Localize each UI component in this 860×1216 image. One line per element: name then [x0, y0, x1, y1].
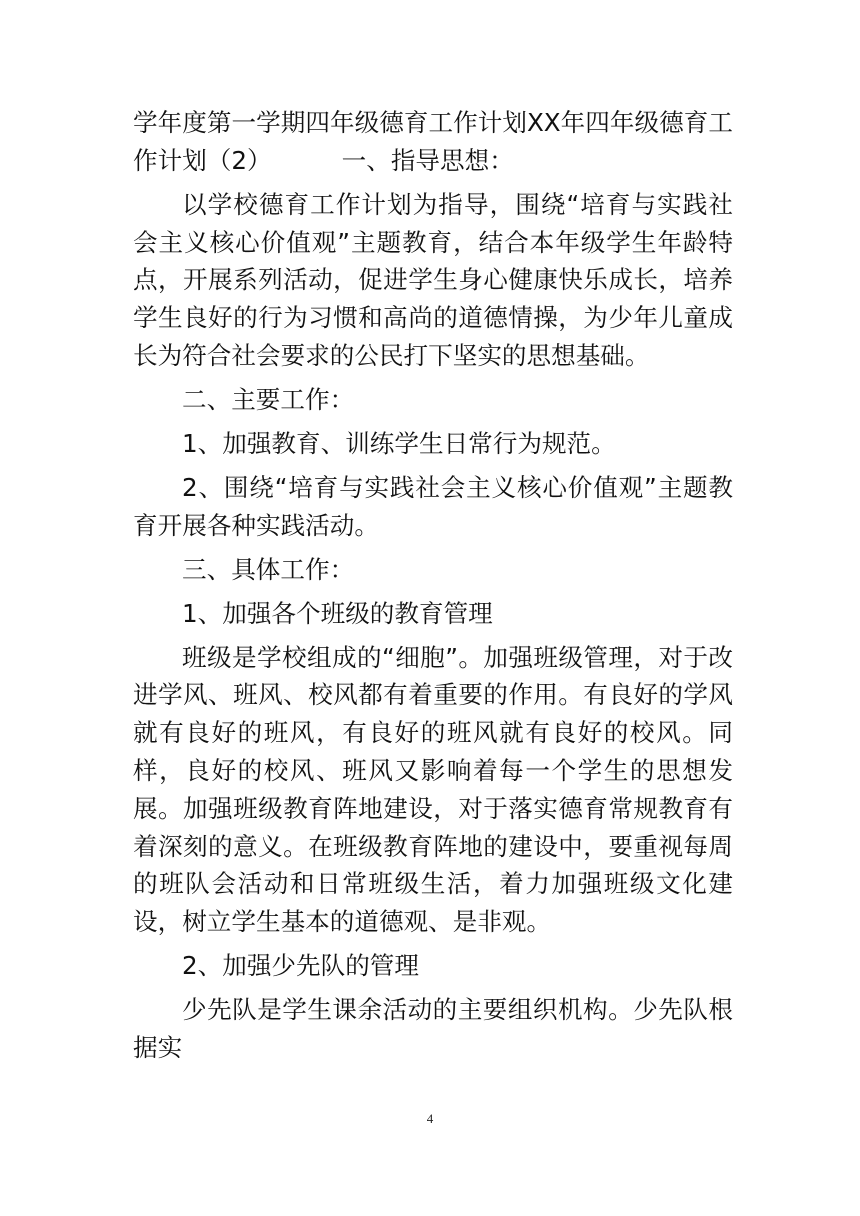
document-heading — [133, 104, 733, 180]
list-item-main-work-2: 2、围绕“培育与实践社会主义核心价值观”主题教育开展各种实践活动。 — [133, 472, 733, 540]
document-title: 学年度第一学期四年级德育工作计划XX年四年级德育工作计划（2） — [133, 108, 733, 175]
document-body — [133, 104, 733, 1073]
list-item-main-work-1: 1、加强教育、训练学生日常行为规范。 — [182, 428, 616, 458]
subheading-young-pioneers: 2、加强少先队的管理 — [182, 951, 419, 981]
paragraph-class-management: 班级是学校组成的“细胞”。加强班级管理，对于改进学风、班风、校风都有着重要的作用。有良好的学风就有良好的班风，有良好的班风就有良好的校风。同样，良好的校风、班风又影响着每一个学生的思想发展。加强班级教育阵地建设，对于落实德育常规教育有着深刻的意义。在班级教育阵地的建设中，要重视每周的班队会活动和日常班级生活，着力加强班级文化建设，树立学生基本的道德观、是非观。 — [133, 642, 733, 937]
paragraph-guiding-ideology: 以学校德育工作计划为指导，围绕“培育与实践社会主义核心价值观”主题教育，结合本年级学生年龄特点，开展系列活动，促进学生身心健康快乐成长，培养学生良好的行为习惯和高尚的道德情操，为少年儿童成长为符合社会要求的公民打下坚实的思想基础。 — [133, 189, 733, 370]
subheading-class-management: 1、加强各个班级的教育管理 — [182, 598, 493, 628]
section-heading-main-work: 二、主要工作： — [182, 384, 355, 414]
paragraph-young-pioneers: 少先队是学生课余活动的主要组织机构。少先队根据实 — [133, 995, 733, 1063]
page-number: 4 — [426, 1111, 434, 1126]
section-heading-specific-work: 三、具体工作： — [182, 554, 355, 584]
section-heading-guiding-ideology: 一、指导思想： — [341, 145, 514, 175]
